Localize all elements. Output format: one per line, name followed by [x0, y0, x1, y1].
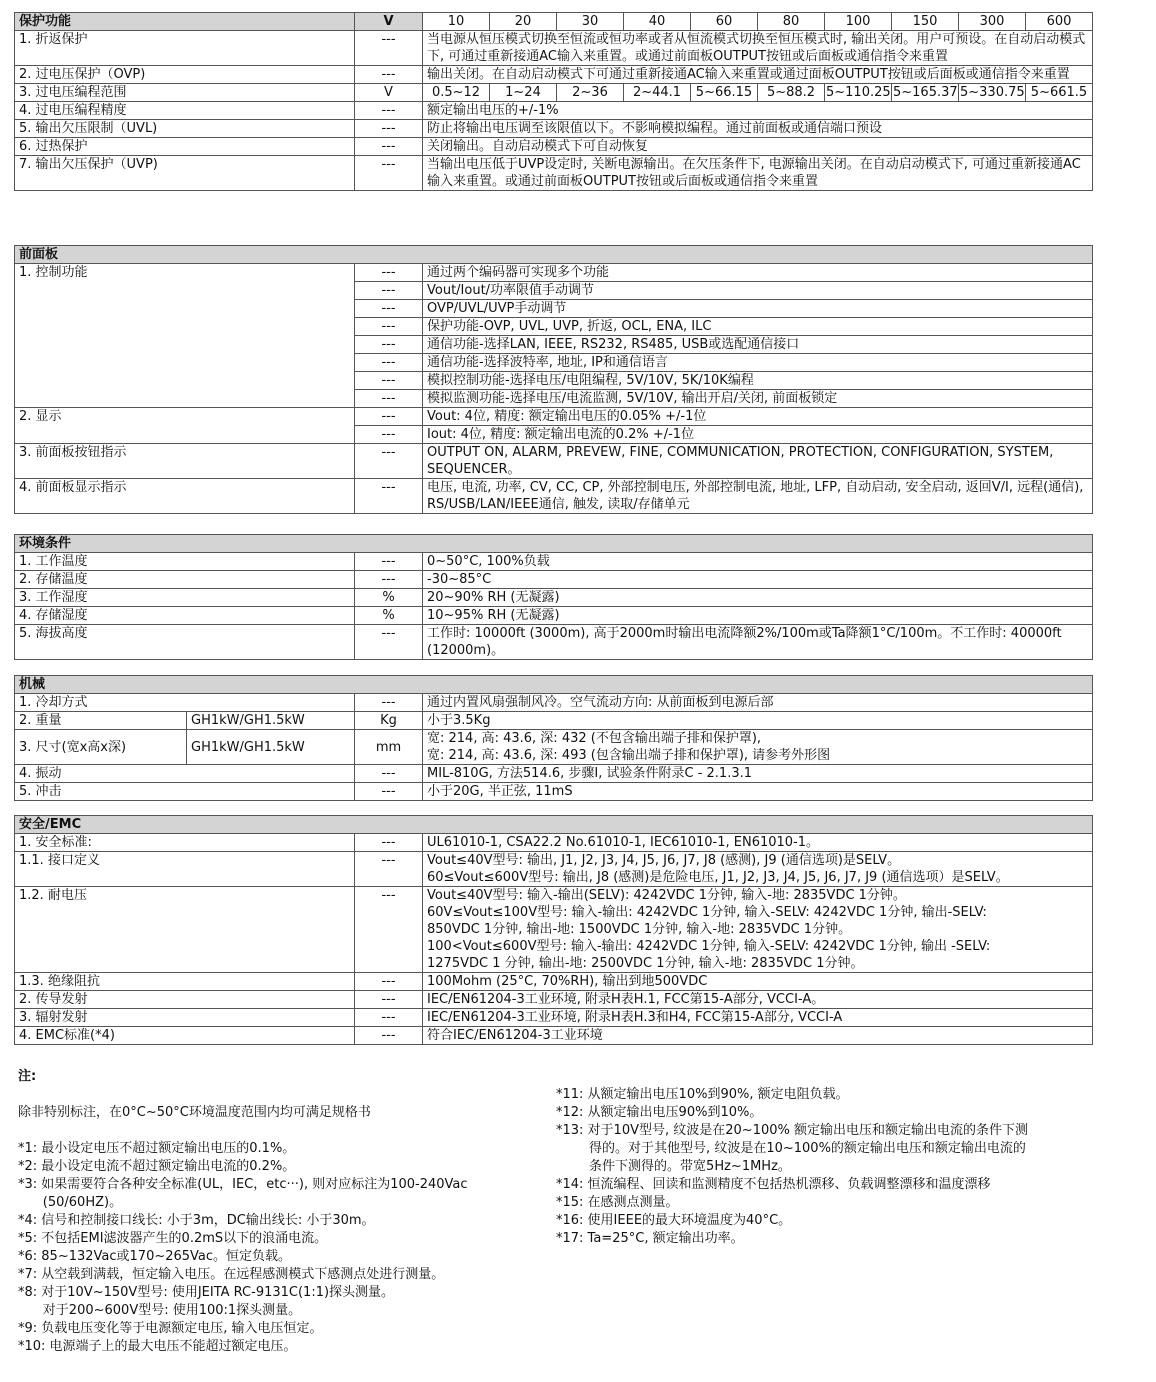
table-row	[15, 138, 1093, 156]
table-row	[15, 783, 1093, 801]
row-label: 7. 输出欠压保护（UVP)	[15, 156, 355, 191]
row-unit: ---	[355, 444, 423, 479]
value-line: 60V≤Vout≤100V型号: 输入-输出: 4242VDC 1分钟, 输入-SELV: 4242VDC 1分钟, 输出-SELV:	[427, 905, 987, 920]
row-unit: ---	[355, 318, 423, 336]
row-label: 4. 振动	[15, 765, 355, 783]
row-unit: ---	[355, 336, 423, 354]
note-item: *12: 从额定输出电压90%到10%。	[556, 1105, 763, 1120]
row-value	[423, 887, 1093, 973]
row-unit: ---	[355, 479, 423, 514]
note-item: *13: 对于10V型号, 纹波是在20~100% 额定输出电压和额定输出电流的条件下测	[556, 1123, 1028, 1138]
row-unit: ---	[355, 887, 423, 973]
row-value: 模拟监测功能-选择电压/电流监测, 5V/10V, 输出开启/关闭, 前面板锁定	[423, 390, 1093, 408]
table-row	[15, 991, 1093, 1009]
row-label: 1. 安全标准:	[15, 834, 355, 852]
table-row	[15, 66, 1093, 84]
table-row	[15, 264, 1093, 282]
section-title: 保护功能	[15, 13, 355, 31]
notes-left	[18, 1068, 548, 1356]
row-unit: ---	[355, 991, 423, 1009]
row-label: 5. 输出欠压限制（UVL)	[15, 120, 355, 138]
section-header-row	[15, 246, 1093, 264]
note-item: *10: 电源端子上的最大电压不能超过额定电压。	[18, 1339, 297, 1354]
value-line: 1275VDC 1 分钟, 输出-地: 2500VDC 1分钟, 输入-地: 2835VDC 1分钟。	[427, 956, 864, 971]
table-row	[15, 31, 1093, 66]
note-item: *14: 恒流编程、回读和监测精度不包括热机漂移、负载调整漂移和温度漂移	[556, 1177, 991, 1192]
table-row	[15, 730, 1093, 765]
row-value: 通信功能-选择波特率, 地址, IP和通信语言	[423, 354, 1093, 372]
row-value: 小于20G, 半正弦, 11mS	[423, 783, 1093, 801]
protection-table	[14, 12, 1093, 191]
model-header: 10	[423, 13, 490, 31]
row-label: 2. 重量	[15, 712, 187, 730]
row-label: 4. 存储湿度	[15, 607, 355, 625]
row-label: 1. 工作温度	[15, 553, 355, 571]
row-value: Vout: 4位, 精度: 额定输出电压的0.05% +/-1位	[423, 408, 1093, 426]
model-header: 150	[892, 13, 959, 31]
row-value: 20~90% RH (无凝露)	[423, 589, 1093, 607]
row-unit: %	[355, 589, 423, 607]
row-value: 通信功能-选择LAN, IEEE, RS232, RS485, USB或选配通信接口	[423, 336, 1093, 354]
value-line: Vout≤40V型号: 输入-输出(SELV): 4242VDC 1分钟, 输入-地: 2835VDC 1分钟。	[427, 888, 906, 903]
section-title: 前面板	[15, 246, 1093, 264]
row-value: Vout/Iout/功率限值手动调节	[423, 282, 1093, 300]
row-value: UL61010-1, CSA22.2 No.61010-1, IEC61010-1, EN61010-1。	[423, 834, 1093, 852]
table-row	[15, 408, 1093, 426]
note-item: *7: 从空载到满载，恒定输入电压。在远程感测模式下感测点处进行测量。	[18, 1267, 445, 1282]
table-row	[15, 887, 1093, 973]
table-row	[15, 102, 1093, 120]
mechanical-table	[14, 675, 1093, 801]
row-label: 1. 折返保护	[15, 31, 355, 66]
table-row	[15, 479, 1093, 514]
section-header-row	[15, 535, 1093, 553]
row-unit: ---	[355, 1027, 423, 1045]
row-label: 1.3. 绝缘阻抗	[15, 973, 355, 991]
table-row	[15, 765, 1093, 783]
row-model: GH1kW/GH1.5kW	[187, 730, 355, 765]
row-value: OVP/UVL/UVP手动调节	[423, 300, 1093, 318]
row-unit: ---	[355, 300, 423, 318]
row-value: 电压, 电流, 功率, CV, CC, CP, 外部控制电压, 外部控制电流, 地址, LFP, 自动启动, 安全启动, 返回V/I, 远程(通信), RS/USB/LAN/IEEE通信, 触发, 读取/存储单元	[423, 479, 1093, 514]
row-label: 3. 工作湿度	[15, 589, 355, 607]
range-value: 5~66.15	[691, 84, 758, 102]
row-label: 4. 过电压编程精度	[15, 102, 355, 120]
table-row	[15, 1009, 1093, 1027]
unit-header: V	[355, 13, 423, 31]
row-label: 1.2. 耐电压	[15, 887, 355, 973]
row-value: 小于3.5Kg	[423, 712, 1093, 730]
row-unit: ---	[355, 408, 423, 426]
row-unit: ---	[355, 426, 423, 444]
row-label: 6. 过热保护	[15, 138, 355, 156]
row-unit: ---	[355, 138, 423, 156]
note-item: *1: 最小设定电压不超过额定输出电压的0.1%。	[18, 1141, 296, 1156]
row-unit: ---	[355, 571, 423, 589]
note-item: *9: 负载电压变化等于电源额定电压, 输入电压恒定。	[18, 1321, 323, 1336]
model-header: 80	[758, 13, 825, 31]
row-label: 4. 前面板显示指示	[15, 479, 355, 514]
row-value: 0~50°C, 100%负载	[423, 553, 1093, 571]
note-item: 对于200~600V型号: 使用100:1探头测量。	[18, 1303, 302, 1318]
row-value	[423, 730, 1093, 765]
row-value: -30~85°C	[423, 571, 1093, 589]
table-row	[15, 625, 1093, 660]
row-label: 3. 过电压编程范围	[15, 84, 355, 102]
row-value: 额定输出电压的+/-1%	[423, 102, 1093, 120]
table-row	[15, 852, 1093, 887]
note-item: 条件下测得的。带宽5Hz~1MHz。	[556, 1159, 791, 1174]
value-line: 100<Vout≤600V型号: 输入-输出: 4242VDC 1分钟, 输入-SELV: 4242VDC 1分钟, 输出 -SELV:	[427, 939, 991, 954]
row-label: 2. 显示	[15, 408, 355, 444]
row-unit: ---	[355, 372, 423, 390]
row-value: 通过内置风扇强制风冷。空气流动方向: 从前面板到电源后部	[423, 694, 1093, 712]
row-value: MIL-810G, 方法514.6, 步骤I, 试验条件附录C - 2.1.3.1	[423, 765, 1093, 783]
model-header: 300	[959, 13, 1026, 31]
row-unit: Kg	[355, 712, 423, 730]
row-unit: ---	[355, 156, 423, 191]
row-unit: ---	[355, 354, 423, 372]
row-unit: ---	[355, 834, 423, 852]
value-line: Vout≤40V型号: 输出, J1, J2, J3, J4, J5, J6, J7, J8 (感测), J9 (通信选项)是SELV。	[427, 853, 901, 868]
row-label: 5. 海拔高度	[15, 625, 355, 660]
safety-emc-table	[14, 815, 1093, 1045]
note-item: *4: 信号和控制接口线长: 小于3m，DC输出线长: 小于30m。	[18, 1213, 375, 1228]
section-title: 机械	[15, 676, 1093, 694]
range-value: 5~165.37	[893, 85, 958, 100]
range-value: 5~330.75	[960, 85, 1025, 100]
table-row	[15, 607, 1093, 625]
table-row	[15, 694, 1093, 712]
notes-intro: 除非特别标注，在0°C~50°C环境温度范围内均可满足规格书	[18, 1105, 371, 1120]
model-header: 600	[1026, 13, 1093, 31]
row-label: 2. 传导发射	[15, 991, 355, 1009]
row-unit: mm	[355, 730, 423, 765]
row-unit: ---	[355, 973, 423, 991]
note-item: *11: 从额定输出电压10%到90%, 额定电阻负载。	[556, 1087, 849, 1102]
row-value: IEC/EN61204-3工业环境, 附录H表H.3和H4, FCC第15-A部分, VCCI-A	[423, 1009, 1093, 1027]
row-unit: ---	[355, 31, 423, 66]
table-row	[15, 120, 1093, 138]
row-value: 10~95% RH (无凝露)	[423, 607, 1093, 625]
row-value: 工作时: 10000ft (3000m), 高于2000m时输出电流降额2%/100m或Ta降额1°C/100m。不工作时: 40000ft (12000m)。	[423, 625, 1093, 660]
row-unit: ---	[355, 390, 423, 408]
table-row	[15, 1027, 1093, 1045]
row-unit: ---	[355, 783, 423, 801]
row-unit: ---	[355, 553, 423, 571]
row-value: 防止将输出电压调至该限值以下。不影响模拟编程。通过前面板或通信端口预设	[423, 120, 1093, 138]
value-line: 60≤Vout≤600V型号: 输出, J8 (感测)是危险电压, J1, J2, J3, J4, J5, J6, J7, J9 (通信选项）是SELV。	[427, 870, 1009, 885]
row-unit: ---	[355, 282, 423, 300]
note-item: *17: Ta=25°C, 额定输出功率。	[556, 1231, 744, 1246]
row-value: IEC/EN61204-3工业环境, 附录H表H.1, FCC第15-A部分, VCCI-A。	[423, 991, 1093, 1009]
dimension-line: 宽: 214, 高: 43.6, 深: 493 (包含输出端子排和保护罩), 请参考外形图	[427, 748, 831, 763]
note-item: *2: 最小设定电流不超过额定输出电流的0.2%。	[18, 1159, 296, 1174]
table-row	[15, 156, 1093, 191]
range-value: 0.5~12	[423, 84, 490, 102]
row-unit: ---	[355, 765, 423, 783]
table-row	[15, 553, 1093, 571]
row-unit: ---	[355, 1009, 423, 1027]
row-label: 2. 存储温度	[15, 571, 355, 589]
row-unit: ---	[355, 852, 423, 887]
notes-title: 注:	[18, 1069, 37, 1084]
row-unit: ---	[355, 264, 423, 282]
section-title: 环境条件	[15, 535, 1093, 553]
row-label: 3. 前面板按钮指示	[15, 444, 355, 479]
row-unit: ---	[355, 66, 423, 84]
note-item: *6: 85~132Vac或170~265Vac。恒定负载。	[18, 1249, 292, 1264]
model-header: 30	[557, 13, 624, 31]
row-value: 模拟控制功能-选择电压/电阻编程, 5V/10V, 5K/10K编程	[423, 372, 1093, 390]
row-value: 符合IEC/EN61204-3工业环境	[423, 1027, 1093, 1045]
protection-header-row	[15, 13, 1093, 31]
model-header: 100	[825, 13, 892, 31]
row-unit: ---	[355, 120, 423, 138]
table-row	[15, 973, 1093, 991]
row-label: 4. EMC标准(*4)	[15, 1027, 355, 1045]
row-label: 1.1. 接口定义	[15, 852, 355, 887]
row-unit: ---	[355, 694, 423, 712]
range-value: 5~110.25	[826, 85, 891, 100]
row-value: Iout: 4位, 精度: 额定输出电流的0.2% +/-1位	[423, 426, 1093, 444]
table-row	[15, 589, 1093, 607]
row-value: 当电源从恒压模式切换至恒流或恒功率或者从恒流模式切换至恒压模式时, 输出关闭。用户可预设。在自动启动模式下, 可通过重新接通AC输入来重置。或通过前面板OUTPUT按钮或后面板或通信指令来重置	[423, 31, 1093, 66]
model-header: 40	[624, 13, 691, 31]
model-header: 60	[691, 13, 758, 31]
row-value: 输出关闭。在自动启动模式下可通过重新接通AC输入来重置或通过面板OUTPUT按钮或后面板或通信指令来重置	[423, 66, 1093, 84]
front-panel-table	[14, 245, 1093, 514]
note-item: *16: 使用IEEE的最大环境温度为40°C。	[556, 1213, 792, 1228]
row-unit: ---	[355, 102, 423, 120]
row-value	[423, 852, 1093, 887]
note-item: *5: 不包括EMI滤波器产生的0.2mS以下的浪涌电流。	[18, 1231, 328, 1246]
row-label: 1. 控制功能	[15, 264, 355, 408]
range-value: 2~44.1	[624, 84, 691, 102]
row-label: 5. 冲击	[15, 783, 355, 801]
range-value: 5~661.5	[1026, 84, 1093, 102]
range-value: 1~24	[490, 84, 557, 102]
range-value: 5~88.2	[758, 84, 825, 102]
row-value: 通过两个编码器可实现多个功能	[423, 264, 1093, 282]
row-value: 当输出电压低于UVP设定时, 关断电源输出。在欠压条件下, 电源输出关闭。在自动启动模式下, 可通过重新接通AC输入来重置。或通过前面板OUTPUT按钮或后面板或通信指令来重置	[423, 156, 1093, 191]
note-item: *3: 如果需要符合各种安全标准(UL，IEC，etc···), 则对应标注为100-240Vac	[18, 1177, 468, 1192]
table-row	[15, 712, 1093, 730]
row-unit: ---	[355, 625, 423, 660]
row-unit: %	[355, 607, 423, 625]
note-item: *8: 对于10V~150V型号: 使用JEITA RC-9131C(1:1)探头测量。	[18, 1285, 395, 1300]
value-line: 850VDC 1分钟, 输出-地: 1500VDC 1分钟, 输入-地: 2835VDC 1分钟。	[427, 922, 852, 937]
note-item: 得的。对于其他型号, 纹波是在10~100%的额定输出电压和额定输出电流的	[556, 1141, 1026, 1156]
section-title: 安全/EMC	[15, 816, 1093, 834]
model-header: 20	[490, 13, 557, 31]
row-value: 100Mohm (25°C, 70%RH), 输出到地500VDC	[423, 973, 1093, 991]
environment-table	[14, 534, 1093, 660]
row-value: 保护功能-OVP, UVL, UVP, 折返, OCL, ENA, ILC	[423, 318, 1093, 336]
row-label: 2. 过电压保护（OVP)	[15, 66, 355, 84]
row-label: 3. 尺寸(宽x高x深)	[15, 730, 187, 765]
section-header-row	[15, 816, 1093, 834]
table-row	[15, 571, 1093, 589]
row-value: OUTPUT ON, ALARM, PREVEW, FINE, COMMUNICATION, PROTECTION, CONFIGURATION, SYSTEM, SEQUENCER。	[423, 444, 1093, 479]
row-label: 1. 冷却方式	[15, 694, 355, 712]
row-model: GH1kW/GH1.5kW	[187, 712, 355, 730]
range-value: 2~36	[557, 84, 624, 102]
table-row	[15, 834, 1093, 852]
table-row	[15, 444, 1093, 479]
row-unit: V	[355, 84, 423, 102]
note-item: (50/60HZ)。	[18, 1195, 123, 1210]
table-row	[15, 84, 1093, 102]
notes-right	[556, 1086, 1096, 1248]
dimension-line: 宽: 214, 高: 43.6, 深: 432 (不包含输出端子排和保护罩),	[427, 731, 762, 746]
section-header-row	[15, 676, 1093, 694]
note-item: *15: 在感测点测量。	[556, 1195, 679, 1210]
row-value: 关闭输出。自动启动模式下可自动恢复	[423, 138, 1093, 156]
row-label: 3. 辐射发射	[15, 1009, 355, 1027]
